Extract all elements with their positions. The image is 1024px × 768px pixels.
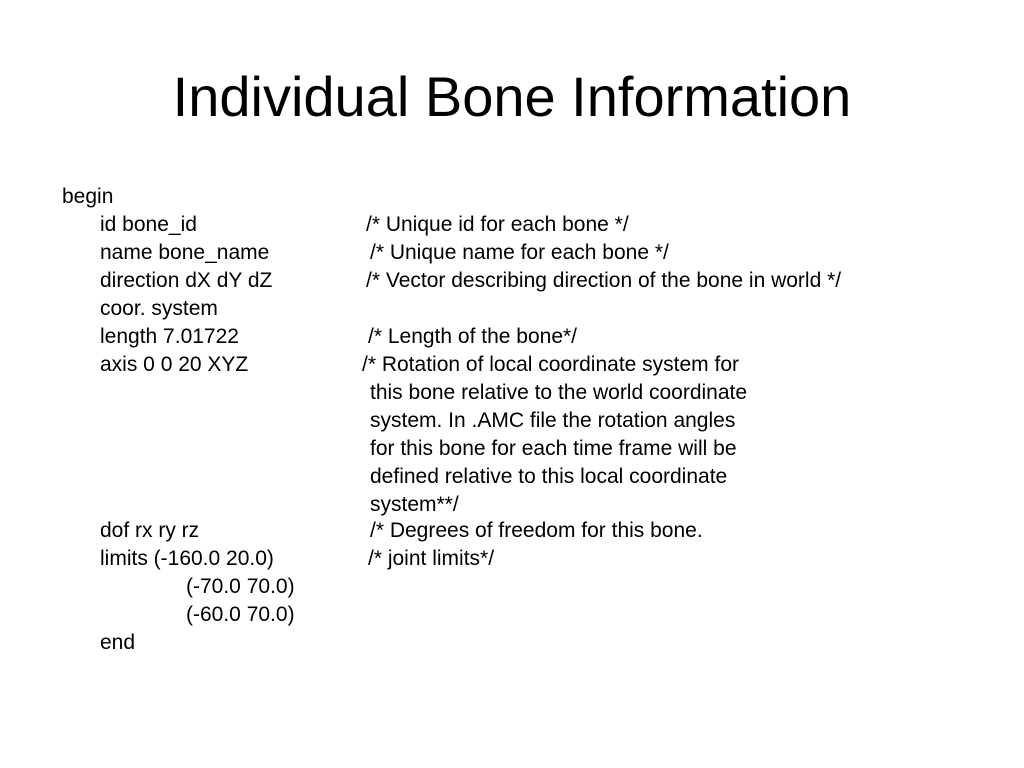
axis-comment-line: /* Rotation of local coordinate system for — [362, 353, 740, 376]
slide-title: Individual Bone Information — [172, 65, 852, 128]
dof-field: dof rx ry rz — [100, 519, 200, 542]
name-field: name bone_name — [100, 241, 270, 264]
coor-system-field: coor. system — [100, 297, 218, 320]
limits-extra: (-70.0 70.0) — [186, 575, 295, 598]
name-comment: /* Unique name for each bone */ — [370, 241, 669, 264]
length-field: length 7.01722 — [100, 325, 239, 348]
end-keyword: end — [100, 631, 136, 654]
axis-comment-line: for this bone for each time frame will be — [370, 437, 737, 460]
limits-extra: (-60.0 70.0) — [186, 603, 295, 626]
axis-comment-line: system**/ — [370, 493, 459, 516]
limits-comment: /* joint limits*/ — [368, 547, 495, 570]
axis-comment-line: this bone relative to the world coordinate — [370, 381, 748, 404]
limits-field: limits (-160.0 20.0) — [100, 547, 274, 570]
id-field: id bone_id — [100, 213, 197, 236]
length-comment: /* Length of the bone*/ — [368, 325, 578, 348]
axis-comment-line: system. In .AMC file the rotation angles — [370, 409, 736, 432]
direction-comment: /* Vector describing direction of the bone in world */ — [366, 269, 842, 292]
dof-comment: /* Degrees of freedom for this bone. — [370, 519, 703, 542]
direction-field: direction dX dY dZ — [100, 269, 273, 292]
axis-field: axis 0 0 20 XYZ — [100, 353, 249, 376]
axis-comment-line: defined relative to this local coordinate — [370, 465, 728, 488]
id-comment: /* Unique id for each bone */ — [366, 213, 629, 236]
begin-keyword: begin — [62, 185, 114, 208]
